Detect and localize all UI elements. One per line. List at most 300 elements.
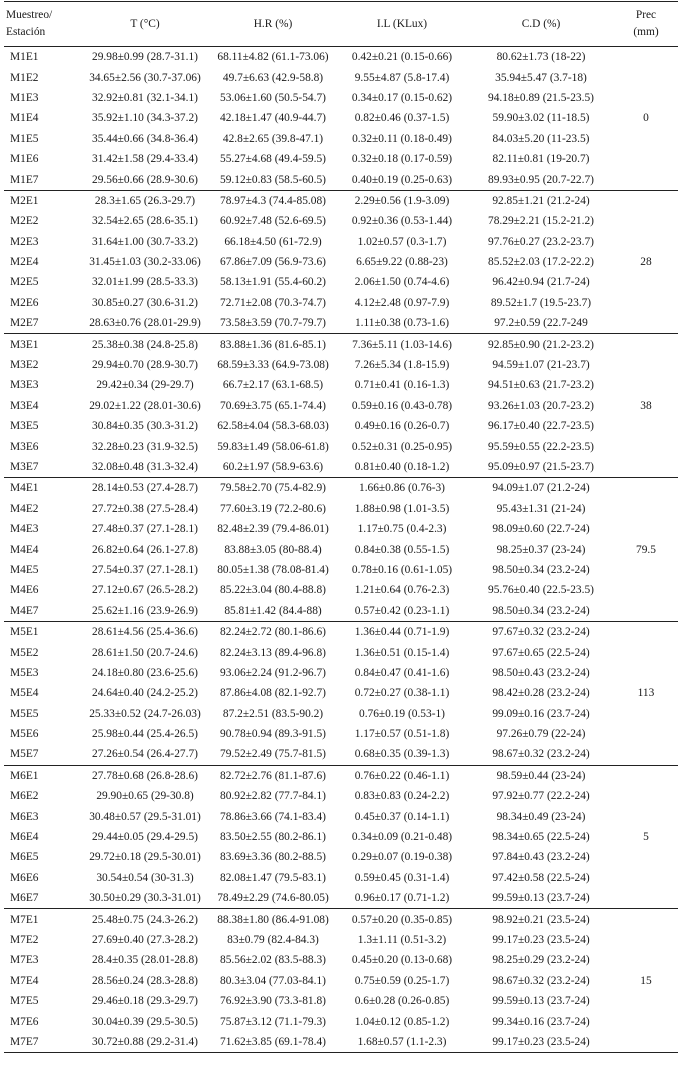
cell-temp: 31.45±1.03 (30.2-33.06) (89, 256, 201, 269)
cell-cd: 95.43±1.31 (21-24) (496, 502, 586, 515)
cell-il: 0.92±0.36 (0.53-1.44) (351, 215, 453, 228)
cell-il: 0.78±0.16 (0.61-1.05) (351, 563, 453, 576)
table-row (4, 601, 678, 622)
table-row (4, 539, 678, 559)
cell-temp: 27.48±0.37 (27.1-28.1) (92, 523, 198, 536)
cell-temp: 31.64±1.00 (30.7-33.2) (92, 235, 198, 248)
cell-temp: 25.48±0.75 (24.3-26.2) (92, 913, 198, 926)
cell-cd: 99.17±0.23 (23.5-24) (468, 1032, 614, 1053)
cell-il: 0.59±0.45 (0.31-1.4) (354, 871, 450, 884)
cell-cd: 98.34±0.65 (22.5-24) (492, 831, 590, 844)
cell-il: 0.52±0.31 (0.25-0.95) (351, 440, 453, 453)
cell-station: M6E1 (10, 769, 39, 782)
header-station-line1: Muestreo/ (6, 9, 53, 21)
table-row (4, 436, 678, 456)
cell-cd: 99.17±0.23 (23.5-24) (492, 933, 590, 946)
cell-hr: 72.71±2.08 (70.3-74.7) (220, 296, 326, 309)
cell-temp: 28.4±0.35 (28.01-28.8) (92, 954, 198, 967)
table-row (4, 704, 678, 724)
cell-hr: 71.62±3.85 (69.1-78.4) (210, 1032, 336, 1053)
cell-cd: 89.93±0.95 (20.7-22.7) (468, 169, 614, 190)
table-row (4, 642, 678, 662)
cell-temp: 30.85±0.27 (30.6-31.2) (92, 296, 198, 309)
table-row (4, 457, 678, 478)
cell-station: M2E4 (10, 256, 39, 269)
cell-cd: 98.59±0.44 (23-24) (496, 769, 586, 782)
cell-hr: 53.06±1.60 (50.5-54.7) (220, 91, 326, 104)
cell-cd: 95.59±0.55 (22.2-23.5) (488, 440, 594, 453)
cell-cd: 97.67±0.65 (22.5-24) (492, 646, 590, 659)
table-row (4, 991, 678, 1011)
cell-hr: 58.13±1.91 (55.4-60.2) (220, 276, 326, 289)
cell-cd: 98.67±0.32 (23.2-24) (492, 974, 590, 987)
cell-station: M4E7 (4, 601, 80, 622)
cell-cd: 59.90±3.02 (11-18.5) (492, 112, 590, 125)
table-row (4, 88, 678, 108)
cell-cd: 98.50±0.43 (23.2-24) (492, 666, 590, 679)
cell-il: 0.71±0.41 (0.16-1.3) (354, 379, 450, 392)
table-row (4, 67, 678, 87)
cell-cd: 98.09±0.60 (22.7-24) (492, 523, 590, 536)
header-prec (614, 2, 678, 47)
cell-temp: 32.92±0.81 (32.1-34.1) (92, 91, 198, 104)
cell-temp: 28.3±1.65 (26.3-29.7) (94, 194, 196, 207)
cell-cd: 98.50±0.34 (23.2-24) (468, 601, 614, 622)
cell-temp: 30.72±0.88 (29.2-31.4) (80, 1032, 210, 1053)
cell-station: M6E4 (10, 831, 39, 844)
cell-station: M4E1 (10, 482, 39, 495)
cell-station: M5E7 (4, 744, 80, 765)
cell-hr: 59.83±1.49 (58.06-61.8) (217, 440, 329, 453)
cell-il: 0.84±0.38 (0.55-1.5) (354, 543, 450, 556)
cell-station: M2E2 (10, 215, 39, 228)
cell-hr: 80.05±1.38 (78.08-81.4) (217, 563, 329, 576)
cell-prec: 113 (614, 621, 678, 765)
cell-temp: 28.61±1.50 (20.7-24.6) (92, 646, 198, 659)
cell-il: 2.29±0.56 (1.9-3.09) (354, 194, 450, 207)
header-cd: C.D (%) (468, 2, 614, 47)
cell-cd: 98.67±0.32 (23.2-24) (468, 744, 614, 765)
cell-temp: 32.54±2.65 (28.6-35.1) (92, 215, 198, 228)
cell-il: 0.49±0.16 (0.26-0.7) (354, 420, 450, 433)
cell-station: M1E7 (4, 169, 80, 190)
table-row (4, 149, 678, 169)
cell-il: 0.81±0.40 (0.18-1.2) (336, 457, 468, 478)
cell-hr: 79.52±2.49 (75.7-81.5) (210, 744, 336, 765)
table-row (4, 375, 678, 395)
table-row (4, 519, 678, 539)
cell-hr: 49.7±6.63 (42.9-58.8) (222, 71, 324, 84)
cell-cd: 98.92±0.21 (23.5-24) (492, 913, 590, 926)
cell-cd: 94.59±1.07 (21-23.7) (492, 359, 590, 372)
cell-hr: 70.69±3.75 (65.1-74.4) (220, 399, 326, 412)
cell-temp: 27.26±0.54 (26.4-27.7) (80, 744, 210, 765)
table-row (4, 478, 678, 499)
cell-station: M6E7 (4, 888, 80, 909)
cell-il: 1.36±0.44 (0.71-1.9) (354, 626, 450, 639)
cell-temp: 27.78±0.68 (26.8-28.6) (92, 769, 198, 782)
cell-hr: 55.27±4.68 (49.4-59.5) (220, 153, 326, 166)
header-prec-line2: (mm) (633, 26, 659, 38)
table-row (4, 744, 678, 765)
cell-il: 1.68±0.57 (1.1-2.3) (336, 1032, 468, 1053)
cell-station: M6E2 (10, 790, 39, 803)
cell-temp: 32.01±1.99 (28.5-33.3) (92, 276, 198, 289)
table-row (4, 724, 678, 744)
cell-il: 0.76±0.19 (0.53-1) (359, 707, 445, 720)
cell-temp: 30.54±0.54 (30-31.3) (96, 871, 194, 884)
cell-station: M3E7 (4, 457, 80, 478)
cell-cd: 95.09±0.97 (21.5-23.7) (468, 457, 614, 478)
cell-cd: 97.84±0.43 (23.2-24) (492, 851, 590, 864)
cell-temp: 29.02±1.22 (28.01-30.6) (89, 399, 201, 412)
cell-cd: 80.62±1.73 (18-22) (496, 51, 586, 64)
cell-hr: 79.58±2.70 (75.4-82.9) (220, 482, 326, 495)
cell-temp: 27.54±0.37 (27.1-28.1) (92, 563, 198, 576)
cell-station: M1E6 (10, 153, 39, 166)
cell-station: M3E1 (10, 338, 39, 351)
cell-temp: 29.90±0.65 (29-30.8) (96, 790, 194, 803)
header-temp: T (°C) (80, 2, 210, 47)
cell-hr: 60.2±1.97 (58.9-63.6) (210, 457, 336, 478)
cell-station: M5E6 (10, 728, 39, 741)
table-row (4, 683, 678, 703)
cell-hr: 82.24±2.72 (80.1-86.6) (220, 626, 326, 639)
cell-station: M2E3 (10, 235, 39, 248)
table-row (4, 786, 678, 806)
cell-temp: 30.48±0.57 (29.5-31.01) (89, 810, 201, 823)
cell-hr: 90.78±0.94 (89.3-91.5) (220, 728, 326, 741)
table-row (4, 232, 678, 252)
cell-il: 9.55±4.87 (5.8-17.4) (354, 71, 450, 84)
cell-il: 0.82±0.46 (0.37-1.5) (354, 112, 450, 125)
cell-temp: 26.82±0.64 (26.1-27.8) (92, 543, 198, 556)
cell-station: M2E7 (4, 313, 80, 334)
table-row (4, 293, 678, 313)
table-row (4, 499, 678, 519)
cell-hr: 82.24±3.13 (89.4-96.8) (220, 646, 326, 659)
cell-station: M1E1 (10, 51, 39, 64)
cell-hr: 76.92±3.90 (73.3-81.8) (220, 995, 326, 1008)
cell-hr: 75.87±3.12 (71.1-79.3) (220, 1015, 326, 1028)
cell-station: M3E5 (10, 420, 39, 433)
data-table (4, 1, 678, 1053)
cell-station: M4E5 (10, 563, 39, 576)
table-row (4, 560, 678, 580)
table-body (4, 47, 678, 1053)
cell-hr: 87.2±2.51 (83.5-90.2) (222, 707, 324, 720)
cell-temp: 30.50±0.29 (30.3-31.01) (80, 888, 210, 909)
table-row (4, 169, 678, 190)
cell-station: M3E2 (10, 359, 39, 372)
cell-cd: 84.03±5.20 (11-23.5) (492, 132, 590, 145)
cell-cd: 93.26±1.03 (20.7-23.2) (488, 399, 594, 412)
table-row (4, 334, 678, 355)
cell-temp: 31.42±1.58 (29.4-33.4) (92, 153, 198, 166)
cell-station: M1E4 (10, 112, 39, 125)
cell-il: 7.26±5.34 (1.8-15.9) (354, 359, 450, 372)
cell-temp: 25.38±0.38 (24.8-25.8) (92, 338, 198, 351)
cell-il: 1.88±0.98 (1.01-3.5) (354, 502, 450, 515)
table-row (4, 950, 678, 970)
cell-hr: 78.49±2.29 (74.6-80.05) (210, 888, 336, 909)
table-row (4, 868, 678, 888)
cell-il: 0.57±0.20 (0.35-0.85) (351, 913, 453, 926)
cell-cd: 82.11±0.81 (19-20.7) (492, 153, 590, 166)
cell-hr: 83.88±1.36 (81.6-85.1) (220, 338, 326, 351)
cell-il: 1.17±0.57 (0.51-1.8) (354, 728, 450, 741)
cell-hr: 78.86±3.66 (74.1-83.4) (220, 810, 326, 823)
cell-cd: 99.34±0.16 (23.7-24) (492, 1015, 590, 1028)
cell-il: 1.21±0.64 (0.76-2.3) (354, 584, 450, 597)
cell-cd: 97.26±0.79 (22-24) (496, 728, 586, 741)
cell-cd: 92.85±1.21 (21.2-24) (492, 194, 590, 207)
cell-station: M5E1 (10, 626, 39, 639)
table-row (4, 211, 678, 231)
cell-hr: 82.08±1.47 (79.5-83.1) (220, 871, 326, 884)
cell-il: 1.66±0.86 (0.76-3) (359, 482, 445, 495)
cell-il: 6.65±9.22 (0.88-23) (356, 256, 448, 269)
cell-il: 0.29±0.07 (0.19-0.38) (351, 851, 453, 864)
cell-il: 0.40±0.19 (0.25-0.63) (336, 169, 468, 190)
cell-prec: 5 (614, 765, 678, 909)
cell-hr: 77.60±3.19 (72.2-80.6) (220, 502, 326, 515)
cell-prec: 28 (614, 190, 678, 334)
cell-cd: 35.94±5.47 (3.7-18) (495, 71, 587, 84)
table-row (4, 847, 678, 867)
cell-hr: 83.50±2.55 (80.2-86.1) (220, 831, 326, 844)
cell-station: M2E6 (10, 296, 39, 309)
cell-cd: 89.52±1.7 (19.5-23.7) (490, 296, 592, 309)
table-row (4, 621, 678, 642)
table-row (4, 272, 678, 292)
cell-il: 0.34±0.09 (0.21-0.48) (351, 831, 453, 844)
cell-cd: 78.29±2.21 (15.2-21.2) (488, 215, 594, 228)
cell-temp: 35.92±1.10 (34.3-37.2) (92, 112, 198, 125)
cell-il: 0.96±0.17 (0.71-1.2) (336, 888, 468, 909)
cell-temp: 25.98±0.44 (25.4-26.5) (92, 728, 198, 741)
cell-il: 1.04±0.12 (0.85-1.2) (354, 1015, 450, 1028)
cell-station: M7E7 (4, 1032, 80, 1053)
cell-il: 7.36±5.11 (1.03-14.6) (352, 338, 452, 351)
table-row (4, 190, 678, 211)
cell-hr: 82.72±2.76 (81.1-87.6) (220, 769, 326, 782)
cell-hr: 83.69±3.36 (80.2-88.5) (220, 851, 326, 864)
cell-il: 1.11±0.38 (0.73-1.6) (336, 313, 468, 334)
header-il: I.L (KLux) (336, 2, 468, 47)
cell-temp: 35.44±0.66 (34.8-36.4) (92, 132, 198, 145)
cell-hr: 85.81±1.42 (84.4-88) (210, 601, 336, 622)
cell-station: M1E3 (10, 91, 39, 104)
cell-cd: 97.67±0.32 (23.2-24) (492, 626, 590, 639)
cell-il: 0.42±0.21 (0.15-0.66) (351, 51, 453, 64)
table-row (4, 765, 678, 786)
cell-station: M4E4 (10, 543, 39, 556)
cell-hr: 67.86±7.09 (56.9-73.6) (220, 256, 326, 269)
cell-il: 0.6±0.28 (0.26-0.85) (354, 995, 450, 1008)
cell-station: M7E4 (10, 974, 39, 987)
cell-il: 0.84±0.47 (0.41-1.6) (354, 666, 450, 679)
cell-station: M1E2 (10, 71, 39, 84)
cell-hr: 83.88±3.05 (80-88.4) (224, 543, 322, 556)
header-hr: H.R (%) (210, 2, 336, 47)
cell-station: M3E3 (10, 379, 39, 392)
cell-station: M5E5 (10, 707, 39, 720)
table-row (4, 930, 678, 950)
cell-il: 1.36±0.51 (0.15-1.4) (354, 646, 450, 659)
cell-il: 0.68±0.35 (0.39-1.3) (336, 744, 468, 765)
cell-temp: 29.98±0.99 (28.7-31.1) (92, 51, 198, 64)
table-row (4, 129, 678, 149)
cell-station: M5E3 (10, 666, 39, 679)
cell-hr: 83±0.79 (82.4-84.3) (227, 933, 319, 946)
cell-prec: 38 (614, 334, 678, 478)
table-row (4, 1011, 678, 1031)
cell-hr: 66.7±2.17 (63.1-68.5) (222, 379, 324, 392)
cell-hr: 85.22±3.04 (80.4-88.8) (220, 584, 326, 597)
cell-hr: 62.58±4.04 (58.3-68.03) (217, 420, 329, 433)
cell-prec: 79.5 (614, 478, 678, 622)
cell-station: M1E5 (10, 132, 39, 145)
table-row (4, 416, 678, 436)
cell-temp: 29.46±0.18 (29.3-29.7) (92, 995, 198, 1008)
cell-temp: 29.72±0.18 (29.5-30.01) (89, 851, 201, 864)
cell-il: 0.59±0.16 (0.43-0.78) (351, 399, 453, 412)
cell-cd: 98.25±0.37 (23-24) (496, 543, 586, 556)
cell-cd: 96.17±0.40 (22.7-23.5) (488, 420, 594, 433)
table-row (4, 580, 678, 600)
cell-cd: 94.51±0.63 (21.7-23.2) (488, 379, 594, 392)
cell-station: M7E3 (10, 954, 39, 967)
cell-il: 1.17±0.75 (0.4-2.3) (357, 523, 447, 536)
cell-station: M4E2 (10, 502, 39, 515)
cell-cd: 97.76±0.27 (23.2-23.7) (488, 235, 594, 248)
cell-temp: 30.04±0.39 (29.5-30.5) (92, 1015, 198, 1028)
cell-hr: 88.38±1.80 (86.4-91.08) (217, 913, 329, 926)
table-header (4, 2, 678, 47)
cell-hr: 93.06±2.24 (91.2-96.7) (220, 666, 326, 679)
cell-cd: 94.18±0.89 (21.5-23.5) (488, 91, 594, 104)
cell-temp: 28.63±0.76 (28.01-29.9) (80, 313, 210, 334)
cell-station: M7E2 (10, 933, 39, 946)
table-row (4, 108, 678, 128)
cell-cd: 98.50±0.34 (23.2-24) (492, 563, 590, 576)
cell-station: M5E4 (10, 687, 39, 700)
cell-hr: 80.3±3.04 (77.03-84.1) (220, 974, 326, 987)
cell-cd: 98.42±0.28 (23.2-24) (492, 687, 590, 700)
cell-cd: 98.25±0.29 (23.2-24) (492, 954, 590, 967)
cell-station: M2E5 (10, 276, 39, 289)
table-row (4, 252, 678, 272)
table-row (4, 909, 678, 930)
table-row (4, 663, 678, 683)
cell-cd: 99.59±0.13 (23.7-24) (468, 888, 614, 909)
cell-hr: 87.86±4.08 (82.1-92.7) (220, 687, 326, 700)
cell-cd: 92.85±0.90 (21.2-23.2) (488, 338, 594, 351)
cell-hr: 85.56±2.02 (83.5-88.3) (220, 954, 326, 967)
header-row (4, 2, 678, 47)
cell-il: 0.34±0.17 (0.15-0.62) (351, 91, 453, 104)
cell-station: M3E6 (10, 440, 39, 453)
cell-cd: 94.09±1.07 (21.2-24) (492, 482, 590, 495)
cell-temp: 28.61±4.56 (25.4-36.6) (92, 626, 198, 639)
cell-cd: 95.76±0.40 (22.5-23.5) (488, 584, 594, 597)
cell-temp: 30.84±0.35 (30.3-31.2) (92, 420, 198, 433)
cell-hr: 42.8±2.65 (39.8-47.1) (222, 132, 324, 145)
cell-il: 0.75±0.59 (0.25-1.7) (354, 974, 450, 987)
cell-cd: 97.92±0.77 (22.2-24) (492, 790, 590, 803)
cell-station: M6E5 (10, 851, 39, 864)
cell-il: 0.32±0.18 (0.17-0.59) (351, 153, 453, 166)
cell-station: M2E1 (10, 194, 39, 207)
cell-temp: 32.08±0.48 (31.3-32.4) (80, 457, 210, 478)
cell-hr: 68.11±4.82 (61.1-73.06) (217, 51, 329, 64)
table-row (4, 396, 678, 416)
table-row (4, 355, 678, 375)
cell-cd: 96.42±0.94 (21.7-24) (492, 276, 590, 289)
cell-hr: 60.92±7.48 (52.6-69.5) (220, 215, 326, 228)
cell-il: 0.83±0.83 (0.24-2.2) (354, 790, 450, 803)
cell-temp: 34.65±2.56 (30.7-37.06) (89, 71, 201, 84)
cell-station: M7E1 (10, 913, 39, 926)
cell-station: M6E6 (10, 871, 39, 884)
cell-temp: 27.72±0.38 (27.5-28.4) (92, 502, 198, 515)
cell-il: 0.32±0.11 (0.18-0.49) (352, 132, 452, 145)
cell-hr: 73.58±3.59 (70.7-79.7) (210, 313, 336, 334)
cell-temp: 27.69±0.40 (27.3-28.2) (92, 933, 198, 946)
cell-il: 1.02±0.57 (0.3-1.7) (357, 235, 447, 248)
cell-cd: 99.59±0.13 (23.7-24) (492, 995, 590, 1008)
cell-station: M7E5 (10, 995, 39, 1008)
cell-il: 0.72±0.27 (0.38-1.1) (354, 687, 450, 700)
cell-temp: 24.18±0.80 (23.6-25.6) (92, 666, 198, 679)
cell-station: M4E3 (10, 523, 39, 536)
cell-temp: 29.42±0.34 (29-29.7) (96, 379, 194, 392)
table-row (4, 1032, 678, 1053)
cell-temp: 24.64±0.40 (24.2-25.2) (92, 687, 198, 700)
cell-il: 0.57±0.42 (0.23-1.1) (336, 601, 468, 622)
header-station (4, 2, 80, 47)
cell-station: M6E3 (10, 810, 39, 823)
cell-il: 1.3±1.11 (0.51-3.2) (357, 933, 447, 946)
cell-hr: 66.18±4.50 (61-72.9) (224, 235, 322, 248)
cell-station: M3E4 (10, 399, 39, 412)
cell-cd: 98.34±0.49 (23-24) (496, 810, 586, 823)
cell-il: 2.06±1.50 (0.74-4.6) (354, 276, 450, 289)
document-page (0, 1, 682, 1084)
cell-prec: 15 (614, 909, 678, 1053)
cell-il: 0.45±0.20 (0.13-0.68) (351, 954, 453, 967)
cell-hr: 80.92±2.82 (77.7-84.1) (220, 790, 326, 803)
cell-cd: 99.09±0.16 (23.7-24) (492, 707, 590, 720)
cell-temp: 28.56±0.24 (28.3-28.8) (92, 974, 198, 987)
cell-temp: 29.94±0.70 (28.9-30.7) (92, 359, 198, 372)
cell-cd: 85.52±2.03 (17.2-22.2) (488, 256, 594, 269)
cell-temp: 29.44±0.05 (29.4-29.5) (92, 831, 198, 844)
cell-station: M5E2 (10, 646, 39, 659)
table-row (4, 888, 678, 909)
cell-temp: 25.62±1.16 (23.9-26.9) (80, 601, 210, 622)
table-row (4, 47, 678, 68)
cell-temp: 27.12±0.67 (26.5-28.2) (92, 584, 198, 597)
cell-temp: 25.33±0.52 (24.7-26.03) (89, 707, 201, 720)
cell-hr: 82.48±2.39 (79.4-86.01) (217, 523, 329, 536)
table-row (4, 313, 678, 334)
cell-il: 0.45±0.37 (0.14-1.1) (354, 810, 450, 823)
cell-hr: 68.59±3.33 (64.9-73.08) (217, 359, 329, 372)
header-station-line2: Estación (6, 26, 46, 38)
cell-prec: 0 (614, 47, 678, 191)
